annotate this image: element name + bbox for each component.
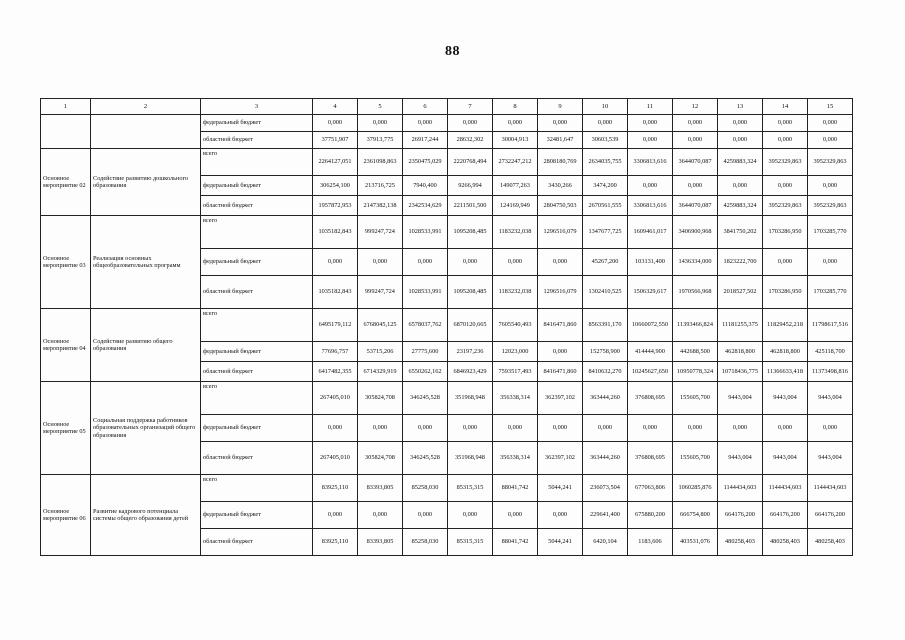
funding-source-cell: областной бюджет: [201, 442, 313, 475]
value-cell: 0,000: [538, 342, 583, 362]
table-row: [41, 216, 853, 249]
value-cell: 0,000: [538, 115, 583, 132]
value-cell: 1703285,770: [808, 276, 853, 309]
value-cell: 2147382,138: [358, 196, 403, 216]
value-cell: 7940,400: [403, 176, 448, 196]
header-cell: 12: [673, 99, 718, 115]
value-cell: 7605540,493: [493, 309, 538, 342]
value-cell: 1060285,876: [673, 475, 718, 502]
value-cell: 6420,104: [583, 529, 628, 556]
value-cell: 0,000: [763, 249, 808, 276]
value-cell: 9266,994: [448, 176, 493, 196]
value-cell: 0,000: [718, 176, 763, 196]
value-cell: 2264127,051: [313, 149, 358, 176]
value-cell: 0,000: [493, 415, 538, 442]
value-cell: 3952329,863: [763, 196, 808, 216]
value-cell: 2342534,629: [403, 196, 448, 216]
funding-source-cell: областной бюджет: [201, 132, 313, 149]
value-cell: 1035182,843: [313, 216, 358, 249]
funding-source-cell: федеральный бюджет: [201, 115, 313, 132]
table-row: [41, 475, 853, 502]
value-cell: 83393,805: [358, 529, 403, 556]
value-cell: 53715,206: [358, 342, 403, 362]
value-cell: 0,000: [763, 132, 808, 149]
value-cell: 1970566,968: [673, 276, 718, 309]
value-cell: 376808,695: [628, 382, 673, 415]
value-cell: 1436334,000: [673, 249, 718, 276]
table-row: [41, 382, 853, 415]
value-cell: 1823222,700: [718, 249, 763, 276]
value-cell: 363444,260: [583, 382, 628, 415]
funding-source-cell: областной бюджет: [201, 196, 313, 216]
header-cell: 2: [91, 99, 201, 115]
value-cell: 83925,110: [313, 529, 358, 556]
value-cell: 3952329,863: [763, 149, 808, 176]
value-cell: 10950778,324: [673, 362, 718, 382]
value-cell: 83925,110: [313, 475, 358, 502]
header-row: [41, 99, 853, 115]
value-cell: 0,000: [448, 502, 493, 529]
value-cell: 9443,004: [763, 382, 808, 415]
value-cell: 8563391,170: [583, 309, 628, 342]
value-cell: 0,000: [403, 249, 448, 276]
value-cell: 0,000: [673, 415, 718, 442]
value-cell: 12023,000: [493, 342, 538, 362]
header-cell: 14: [763, 99, 808, 115]
funding-source-cell: областной бюджет: [201, 362, 313, 382]
value-cell: 0,000: [403, 502, 448, 529]
value-cell: 414444,900: [628, 342, 673, 362]
value-cell: 28632,302: [448, 132, 493, 149]
value-cell: 2634035,755: [583, 149, 628, 176]
value-cell: 0,000: [313, 415, 358, 442]
table-row: [41, 115, 853, 132]
value-cell: 3952329,863: [808, 149, 853, 176]
value-cell: 2808180,769: [538, 149, 583, 176]
value-cell: 0,000: [358, 249, 403, 276]
header-cell: 7: [448, 99, 493, 115]
event-cell: Основное мероприятие 03: [41, 216, 91, 309]
value-cell: 362397,102: [538, 442, 583, 475]
value-cell: 0,000: [583, 415, 628, 442]
value-cell: 2018527,502: [718, 276, 763, 309]
value-cell: 664176,200: [808, 502, 853, 529]
header-cell: 8: [493, 99, 538, 115]
value-cell: 2670561,555: [583, 196, 628, 216]
value-cell: 0,000: [313, 249, 358, 276]
header-cell: 3: [201, 99, 313, 115]
value-cell: 0,000: [538, 415, 583, 442]
value-cell: 6714329,919: [358, 362, 403, 382]
value-cell: 1296516,079: [538, 216, 583, 249]
value-cell: 0,000: [808, 132, 853, 149]
event-name-cell: Реализация основных общеобразовательных программ: [91, 216, 201, 309]
value-cell: 155605,700: [673, 442, 718, 475]
value-cell: 346245,528: [403, 442, 448, 475]
value-cell: 664176,200: [718, 502, 763, 529]
value-cell: 77696,757: [313, 342, 358, 362]
event-cell: Основное мероприятие 05: [41, 382, 91, 475]
value-cell: 1296516,079: [538, 276, 583, 309]
event-cell: Основное мероприятие 04: [41, 309, 91, 382]
value-cell: 1183232,038: [493, 276, 538, 309]
value-cell: 1957872,953: [313, 196, 358, 216]
value-cell: 1506329,617: [628, 276, 673, 309]
value-cell: 403531,076: [673, 529, 718, 556]
value-cell: 0,000: [538, 249, 583, 276]
value-cell: 999247,724: [358, 216, 403, 249]
value-cell: 6768045,125: [358, 309, 403, 342]
value-cell: 10245627,650: [628, 362, 673, 382]
header-cell: 6: [403, 99, 448, 115]
value-cell: 11393466,824: [673, 309, 718, 342]
value-cell: 1703286,950: [763, 276, 808, 309]
funding-source-cell: всего: [201, 149, 313, 176]
page-number: 88: [445, 44, 460, 59]
value-cell: 11366633,418: [763, 362, 808, 382]
event-cell: Основное мероприятие 02: [41, 149, 91, 216]
header-cell: 9: [538, 99, 583, 115]
value-cell: 1028533,991: [403, 216, 448, 249]
value-cell: 0,000: [403, 115, 448, 132]
value-cell: 11798617,516: [808, 309, 853, 342]
value-cell: 442688,500: [673, 342, 718, 362]
value-cell: 0,000: [313, 115, 358, 132]
value-cell: 11181255,375: [718, 309, 763, 342]
value-cell: 1302410,525: [583, 276, 628, 309]
value-cell: 462818,800: [763, 342, 808, 362]
value-cell: 0,000: [358, 415, 403, 442]
value-cell: 88041,742: [493, 529, 538, 556]
value-cell: 462818,800: [718, 342, 763, 362]
header-cell: 13: [718, 99, 763, 115]
value-cell: 351968,948: [448, 382, 493, 415]
value-cell: 0,000: [448, 249, 493, 276]
value-cell: 11373498,816: [808, 362, 853, 382]
value-cell: 480258,403: [808, 529, 853, 556]
header-cell: 10: [583, 99, 628, 115]
value-cell: 32481,647: [538, 132, 583, 149]
value-cell: 0,000: [808, 176, 853, 196]
value-cell: 0,000: [628, 176, 673, 196]
value-cell: 236073,504: [583, 475, 628, 502]
value-cell: 1609461,017: [628, 216, 673, 249]
value-cell: 6870120,665: [448, 309, 493, 342]
value-cell: 0,000: [628, 115, 673, 132]
value-cell: 0,000: [358, 115, 403, 132]
value-cell: 999247,724: [358, 276, 403, 309]
value-cell: 0,000: [358, 502, 403, 529]
event-cell: Основное мероприятие 06: [41, 475, 91, 556]
value-cell: 2361098,863: [358, 149, 403, 176]
value-cell: 0,000: [493, 115, 538, 132]
value-cell: 267405,010: [313, 382, 358, 415]
value-cell: 8410632,270: [583, 362, 628, 382]
value-cell: 88041,742: [493, 475, 538, 502]
value-cell: 0,000: [763, 176, 808, 196]
value-cell: 6550262,162: [403, 362, 448, 382]
value-cell: 480258,403: [718, 529, 763, 556]
value-cell: 9443,004: [808, 382, 853, 415]
funding-source-cell: областной бюджет: [201, 529, 313, 556]
funding-source-cell: федеральный бюджет: [201, 342, 313, 362]
value-cell: 1095208,485: [448, 276, 493, 309]
value-cell: 23197,236: [448, 342, 493, 362]
value-cell: 7593517,493: [493, 362, 538, 382]
value-cell: 362397,102: [538, 382, 583, 415]
value-cell: 45267,200: [583, 249, 628, 276]
header-cell: 5: [358, 99, 403, 115]
value-cell: 27775,600: [403, 342, 448, 362]
value-cell: 1035182,843: [313, 276, 358, 309]
value-cell: 1183,606: [628, 529, 673, 556]
value-cell: 9443,004: [718, 442, 763, 475]
value-cell: 10718436,775: [718, 362, 763, 382]
value-cell: 0,000: [538, 502, 583, 529]
value-cell: 305824,708: [358, 382, 403, 415]
value-cell: 4259883,324: [718, 149, 763, 176]
value-cell: 1095208,485: [448, 216, 493, 249]
value-cell: 83393,805: [358, 475, 403, 502]
value-cell: 3306813,616: [628, 149, 673, 176]
value-cell: 3644070,087: [673, 149, 718, 176]
event-name-cell: [91, 115, 201, 149]
value-cell: 3841750,202: [718, 216, 763, 249]
value-cell: 124169,949: [493, 196, 538, 216]
value-cell: 2211501,500: [448, 196, 493, 216]
header-cell: 11: [628, 99, 673, 115]
value-cell: 2350475,029: [403, 149, 448, 176]
value-cell: 0,000: [808, 115, 853, 132]
value-cell: 351968,948: [448, 442, 493, 475]
value-cell: 356338,314: [493, 442, 538, 475]
value-cell: 1703286,950: [763, 216, 808, 249]
value-cell: 0,000: [448, 115, 493, 132]
value-cell: 3474,200: [583, 176, 628, 196]
value-cell: 0,000: [673, 176, 718, 196]
value-cell: 6578037,762: [403, 309, 448, 342]
value-cell: 664176,200: [763, 502, 808, 529]
value-cell: 2220768,494: [448, 149, 493, 176]
value-cell: 85258,030: [403, 475, 448, 502]
value-cell: 306254,100: [313, 176, 358, 196]
value-cell: 0,000: [763, 415, 808, 442]
header-cell: 15: [808, 99, 853, 115]
funding-source-cell: всего: [201, 309, 313, 342]
value-cell: 0,000: [718, 132, 763, 149]
value-cell: 0,000: [673, 132, 718, 149]
value-cell: 1144434,603: [808, 475, 853, 502]
header-cell: 4: [313, 99, 358, 115]
value-cell: 0,000: [403, 415, 448, 442]
value-cell: 1144434,603: [718, 475, 763, 502]
value-cell: 3952329,863: [808, 196, 853, 216]
value-cell: 9443,004: [808, 442, 853, 475]
value-cell: 229641,400: [583, 502, 628, 529]
value-cell: 0,000: [583, 115, 628, 132]
value-cell: 666754,800: [673, 502, 718, 529]
value-cell: 267405,010: [313, 442, 358, 475]
value-cell: 0,000: [673, 115, 718, 132]
value-cell: 1028533,991: [403, 276, 448, 309]
value-cell: 2804750,503: [538, 196, 583, 216]
value-cell: 0,000: [763, 115, 808, 132]
funding-source-cell: федеральный бюджет: [201, 176, 313, 196]
value-cell: 85258,030: [403, 529, 448, 556]
value-cell: 30603,539: [583, 132, 628, 149]
value-cell: 3430,266: [538, 176, 583, 196]
value-cell: 677063,806: [628, 475, 673, 502]
value-cell: 6417482,355: [313, 362, 358, 382]
value-cell: 425118,700: [808, 342, 853, 362]
value-cell: 30004,913: [493, 132, 538, 149]
value-cell: 0,000: [493, 249, 538, 276]
value-cell: 9443,004: [718, 382, 763, 415]
value-cell: 6846923,429: [448, 362, 493, 382]
value-cell: 5044,241: [538, 475, 583, 502]
value-cell: 305824,708: [358, 442, 403, 475]
funding-source-cell: всего: [201, 475, 313, 502]
value-cell: 155605,700: [673, 382, 718, 415]
value-cell: 1347677,725: [583, 216, 628, 249]
value-cell: 85315,315: [448, 475, 493, 502]
value-cell: 2732247,212: [493, 149, 538, 176]
value-cell: 5044,241: [538, 529, 583, 556]
value-cell: 8416471,860: [538, 362, 583, 382]
value-cell: 37913,775: [358, 132, 403, 149]
value-cell: 11829452,218: [763, 309, 808, 342]
funding-source-cell: всего: [201, 382, 313, 415]
budget-table: [40, 98, 853, 556]
value-cell: 346245,528: [403, 382, 448, 415]
value-cell: 3406900,968: [673, 216, 718, 249]
value-cell: 0,000: [718, 415, 763, 442]
value-cell: 26917,244: [403, 132, 448, 149]
value-cell: 8416471,860: [538, 309, 583, 342]
value-cell: 0,000: [448, 415, 493, 442]
value-cell: 0,000: [493, 502, 538, 529]
value-cell: 0,000: [628, 415, 673, 442]
value-cell: 0,000: [808, 249, 853, 276]
value-cell: 480258,403: [763, 529, 808, 556]
event-name-cell: Содействие развитию дошкольного образования: [91, 149, 201, 216]
value-cell: 1183232,038: [493, 216, 538, 249]
value-cell: 6495179,112: [313, 309, 358, 342]
value-cell: 1703285,770: [808, 216, 853, 249]
event-name-cell: Социальная поддержка работников образовательных организаций общего образования: [91, 382, 201, 475]
funding-source-cell: всего: [201, 216, 313, 249]
value-cell: 4259883,324: [718, 196, 763, 216]
value-cell: 1144434,603: [763, 475, 808, 502]
value-cell: 9443,004: [763, 442, 808, 475]
value-cell: 149077,263: [493, 176, 538, 196]
event-cell: [41, 115, 91, 149]
value-cell: 3306813,616: [628, 196, 673, 216]
funding-source-cell: федеральный бюджет: [201, 415, 313, 442]
table-row: [41, 149, 853, 176]
value-cell: 213716,725: [358, 176, 403, 196]
value-cell: 0,000: [313, 502, 358, 529]
funding-source-cell: областной бюджет: [201, 276, 313, 309]
value-cell: 356338,314: [493, 382, 538, 415]
value-cell: 10660072,550: [628, 309, 673, 342]
event-name-cell: Развитие кадрового потенциала системы общего образования детей: [91, 475, 201, 556]
value-cell: 152758,900: [583, 342, 628, 362]
value-cell: 376808,695: [628, 442, 673, 475]
value-cell: 85315,315: [448, 529, 493, 556]
header-cell: 1: [41, 99, 91, 115]
table-row: [41, 309, 853, 342]
value-cell: 363444,260: [583, 442, 628, 475]
value-cell: 103131,400: [628, 249, 673, 276]
event-name-cell: Содействие развитию общего образования: [91, 309, 201, 382]
value-cell: 0,000: [718, 115, 763, 132]
funding-source-cell: федеральный бюджет: [201, 502, 313, 529]
value-cell: 0,000: [808, 415, 853, 442]
funding-source-cell: федеральный бюджет: [201, 249, 313, 276]
value-cell: 675880,200: [628, 502, 673, 529]
value-cell: 37751,907: [313, 132, 358, 149]
value-cell: 0,000: [628, 132, 673, 149]
value-cell: 3644070,087: [673, 196, 718, 216]
